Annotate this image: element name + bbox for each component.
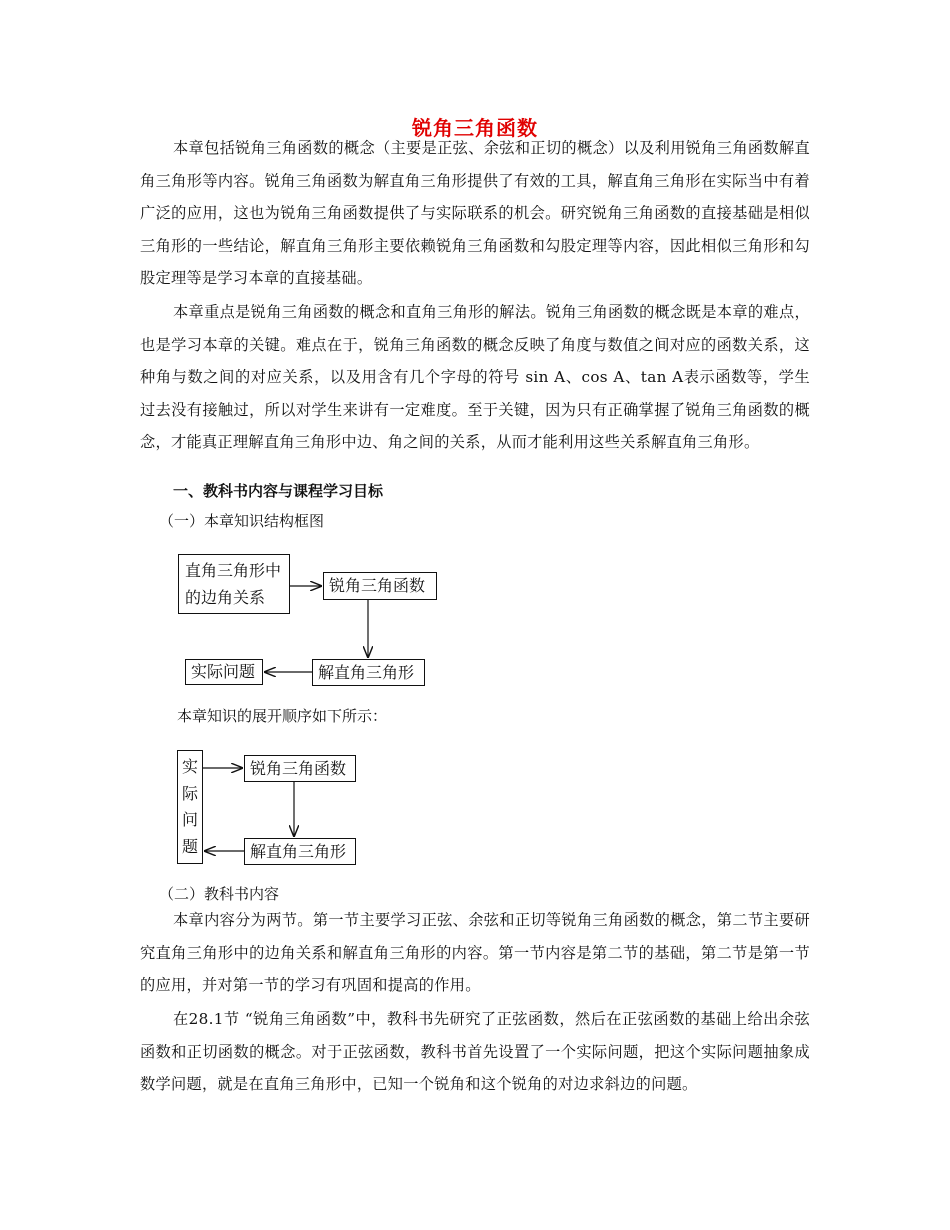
subsection-heading-structure: （一）本章知识结构框图 (159, 512, 325, 530)
focus-paragraph: 本章重点是锐角三角函数的概念和直角三角形的解法。锐角三角函数的概念既是本章的难点，也是学习本章的关键。难点在于，锐角三角函数的概念反映了角度与数值之间对应的函数关系，这种角与数之间的对应关系，以及用含有几个字母的符号 sin A、cos A、tan A表示函数等，学生过去没有接触过，所以对学生来讲有一定难度。至于关键，因为只有正确掌握了锐角三角函数的概念，才能真正理解直角三角形中边、角之间的关系，从而才能利用这些关系解直角三角形。 (140, 303, 810, 451)
subsection-heading-textbook: （二）教科书内容 (159, 885, 280, 903)
textbook-content-paragraph: 本章内容分为两节。第一节主要学习正弦、余弦和正切等锐角三角函数的概念，第二节主要研究直角三角形中的边角关系和解直角三角形的内容。第一节内容是第二节的基础，第二节是第一节的应用，并对第一节的学习有巩固和提高的作用。 (140, 911, 810, 994)
order-caption: 本章知识的展开顺序如下所示： (177, 707, 388, 725)
section-28-1-paragraph: 在28.1节 “锐角三角函数”中，教科书先研究了正弦函数，然后在正弦函数的基础上给出余弦函数和正切函数的概念。对于正弦函数，教科书首先设置了一个实际问题，把这个实际问题抽象成数学问题，就是在直角三角形中，已知一个锐角和这个锐角的对边求斜边的问题。 (140, 1010, 810, 1093)
vertical-char-4: 题 (181, 836, 198, 856)
vertical-char-2: 际 (181, 783, 198, 803)
box-solve-right-triangle: 解直角三角形 (312, 659, 425, 686)
box-solve-right-triangle-2: 解直角三角形 (244, 838, 356, 865)
document-title: 锐角三角函数 (412, 116, 538, 140)
box-edge-angle-line2: 的边角关系 (185, 588, 266, 607)
box-trig-functions: 锐角三角函数 (323, 572, 437, 600)
intro-paragraph: 本章包括锐角三角函数的概念（主要是正弦、余弦和正切的概念）以及利用锐角三角函数解直角三角形等内容。锐角三角函数为解直角三角形提供了有效的工具，解直角三角形在实际当中有着广泛的应用，这也为锐角三角函数提供了与实际联系的机会。研究锐角三角函数的直接基础是相似三角形的一些结论，解直角三角形主要依赖锐角三角函数和勾股定理等内容，因此相似三角形和勾股定理等是学习本章的直接基础。 (140, 139, 810, 287)
vertical-char-3: 问 (181, 810, 198, 830)
section-heading: 一、教科书内容与课程学习目标 (173, 482, 384, 500)
vertical-char-1: 实 (181, 757, 198, 777)
box-edge-angle-line1: 直角三角形中 (185, 561, 282, 580)
box-practical-problem: 实际问题 (185, 659, 263, 685)
box-trig-functions-2: 锐角三角函数 (244, 755, 356, 782)
